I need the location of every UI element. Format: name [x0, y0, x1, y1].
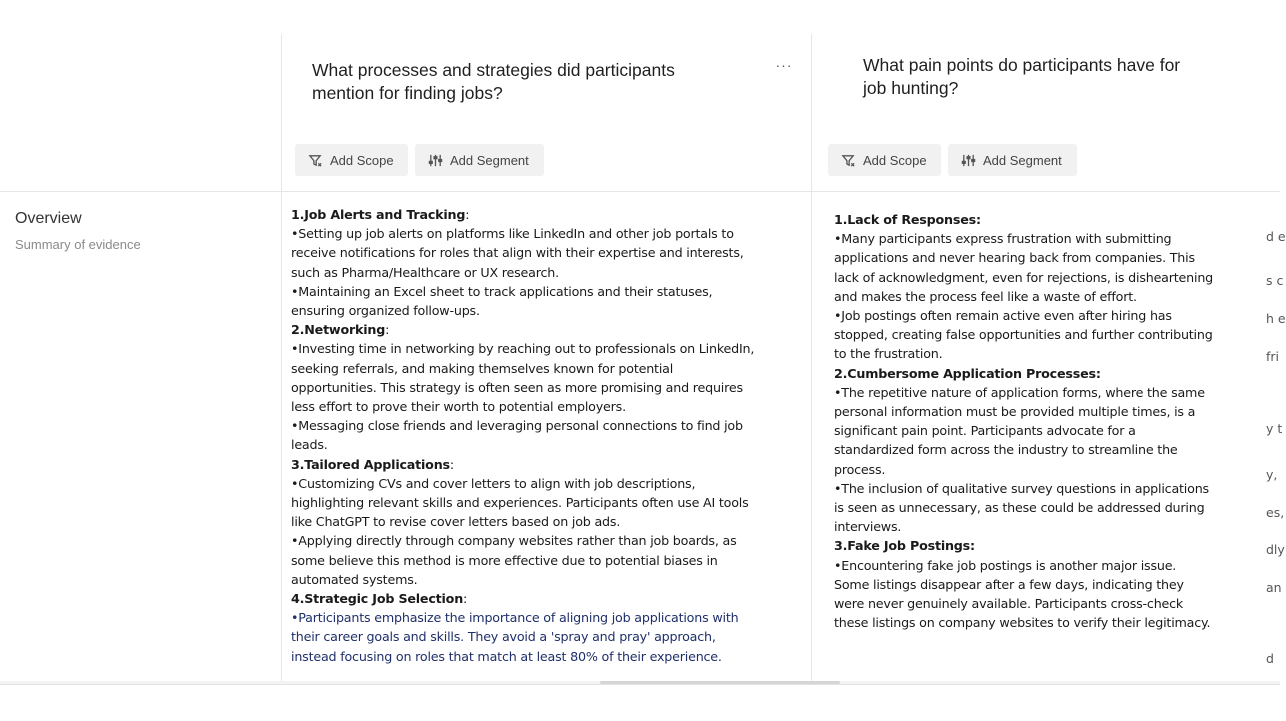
section-heading: 2.Networking [291, 322, 386, 338]
bullet-text: •The repetitive nature of application forms, where the same personal information must be provided multiple times, is a significant pain point. Participants advocate for a standardized form across the industry to streamline the process. [834, 384, 1205, 477]
column-3-fragment: dly [1266, 542, 1285, 557]
bullet-text: •Setting up job alerts on platforms like LinkedIn and other job portals to receive notifications for roles that align with their expertise and interests, such as Pharma/Healthcare or UX research. [291, 226, 744, 280]
add-scope-label: Add Scope [330, 152, 394, 168]
column-1-add-scope-button[interactable] [295, 144, 408, 176]
column-divider-1 [281, 34, 282, 684]
filter-icon [308, 153, 323, 168]
section-heading: 4.Strategic Job Selection [291, 591, 464, 607]
bullet-text: •Participants emphasize the importance of aligning job applications with their career goals and skills. They avoid a 'spray and pray' approach, instead focusing on roles that match at least 80% of their experience. [291, 610, 739, 664]
column-3-fragment: es, [1266, 505, 1285, 520]
section-heading: 1.Lack of Responses: [834, 212, 981, 227]
bullet-text: •Encountering fake job postings is another major issue. Some listings disappear after a few days, indicating they were never genuinely available. Participants cross-check these listings on company websites to verify their legitimacy. [834, 557, 1211, 631]
row-title: Overview [15, 210, 82, 227]
add-segment-label: Add Segment [983, 152, 1062, 168]
sliders-icon [961, 153, 976, 168]
column-3-fragment: y, [1266, 467, 1278, 482]
column-divider-2 [811, 34, 812, 684]
bullet-text: •Maintaining an Excel sheet to track applications and their statuses, ensuring organized follow-ups. [291, 283, 713, 319]
column-3-fragment: an [1266, 580, 1282, 595]
column-3-fragment: d e [1266, 229, 1286, 244]
bullet-text: •The inclusion of qualitative survey questions in applications is seen as unnecessary, as these could be addressed during interviews. [834, 480, 1209, 535]
sliders-icon [428, 153, 443, 168]
section-heading: 3.Tailored Applications [291, 456, 450, 472]
bullet-text: •Many participants express frustration with submitting applications and never hearing back from companies. This lack of acknowledgment, even for rejections, is disheartening and makes the process feel like a waste of effort. [834, 231, 1214, 304]
column-1-question: What processes and strategies did participants mention for finding jobs? [312, 60, 675, 103]
column-1-more-icon[interactable]: ··· [775, 57, 793, 73]
section-heading: 2.Cumbersome Application Processes: [834, 365, 1101, 381]
bullet-text: •Job postings often remain active even after hiring has stopped, creating false opportunities and further contributing to the frustration. [834, 308, 1213, 362]
column-1-add-segment-button[interactable] [415, 144, 544, 176]
column-2-question: What pain points do participants have for job hunting? [863, 55, 1181, 98]
column-3-fragment: h e [1266, 311, 1286, 326]
column-2-summary [834, 210, 1214, 681]
bullet-text: •Customizing CVs and cover letters to align with job descriptions, highlighting relevant skills and experiences. Participants often use AI tools like ChatGPT to revise cover letters based on job ads. [291, 475, 749, 530]
bottom-bar [0, 684, 1280, 721]
bullet-text: •Messaging close friends and leveraging personal connections to find job leads. [291, 418, 743, 453]
filter-icon [841, 153, 856, 168]
section-heading: 3.Fake Job Postings: [834, 538, 975, 554]
column-3-fragment: d [1266, 651, 1274, 666]
column-3-fragment: y t [1266, 421, 1283, 436]
header-row-divider [0, 191, 1280, 192]
bullet-text: •Investing time in networking by reaching out to professionals on LinkedIn, seeking referrals, and making themselves known for potential opportunities. This strategy is often seen as more promising and requires less effort to prove their worth to potential employers. [291, 341, 755, 415]
column-1-summary: 1.Job Alerts and Tracking: •Setting up job alerts on platforms like LinkedIn and other job portals to receive notifications for roles that align with their expertise and interests, such as Pharma/Healthcare or UX research. •Maintaining an Excel sheet to track applications and their statuses, ensuring organized follow-ups. 2.Networking: •Investing time in networking by reaching out to professionals on LinkedIn, seeking referrals, and making themselves known for potential opportunities. This strategy is often seen as more promising and requires less effort to prove their worth to potential employers. •Messaging close friends and leveraging personal connections to find job leads. 3.Tailored Applications: •Customizing CVs and cover letters to align with job descriptions, highlighting relevant skills and experiences. Participants often use AI tools like ChatGPT to revise cover letters based on job ads. •Applying directly through company websites rather than job boards, as some believe this method is more effective due to potential biases in automated systems. 4.Strategic Job Selection: •Participants emphasize the importance of aligning job applications with their career goals and skills. They avoid a 'spray and pray' approach, instead focusing on roles that match at least 80% of their experience. [291, 205, 757, 681]
section-heading: 1.Job Alerts and Tracking [291, 207, 466, 222]
add-segment-label: Add Segment [450, 152, 529, 168]
column-3-fragment: s c [1266, 273, 1284, 288]
bullet-text: •Applying directly through company websites rather than job boards, as some believe this method is more effective due to potential biases in automated systems. [291, 533, 737, 587]
column-2-add-scope-button[interactable] [828, 144, 941, 176]
column-2-add-segment-button[interactable] [948, 144, 1077, 176]
column-3-fragment: fri [1266, 349, 1280, 364]
add-scope-label: Add Scope [863, 152, 927, 168]
row-subtitle: Summary of evidence [15, 237, 141, 252]
